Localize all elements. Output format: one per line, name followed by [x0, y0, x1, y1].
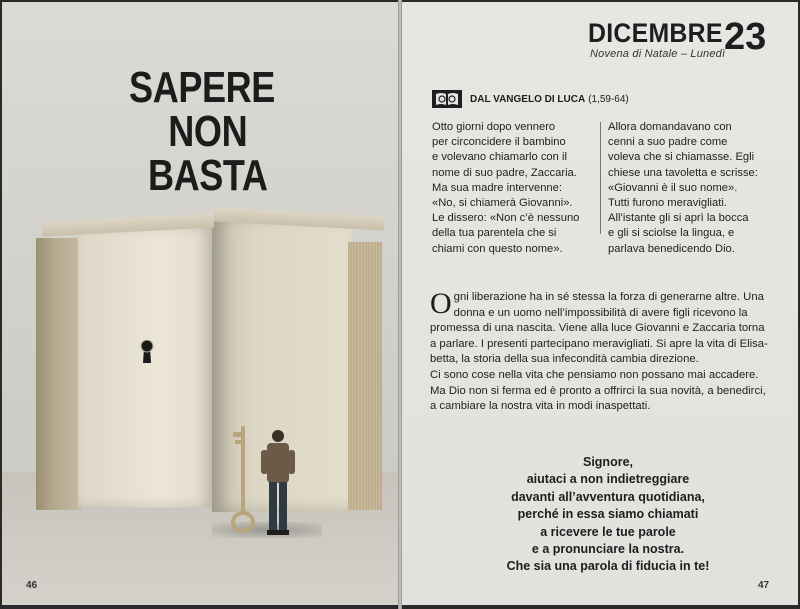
gospel-line: Allora domandavano con: [608, 121, 732, 133]
gospel-line: della tua parentela che si: [432, 227, 557, 240]
page-title: [95, 63, 308, 200]
reflection-line: gni liberazione ha in sé stessa la forza di generarne altre. Una: [453, 291, 764, 303]
prayer-line: e a pronunciare la nostra.: [531, 542, 685, 557]
prayer-line: Signore,: [582, 455, 633, 469]
gospel-header: [432, 90, 629, 108]
reflection-line: Ma Dio non si ferma ed è pronto a offrirci la sua novità, a benedirci,: [430, 384, 766, 397]
gospel-line: chiese una tavoletta e scrisse:: [608, 166, 758, 179]
drop-cap: O: [430, 287, 452, 320]
gospel-line: Le dissero: «Non c’è nessuno: [432, 212, 580, 225]
prayer: [460, 454, 756, 576]
book-page-left: [78, 226, 214, 508]
gospel-line: «Giovanni è il suo nome».: [608, 181, 738, 194]
gospel-column-2: [608, 120, 778, 257]
man-figure: [258, 428, 298, 538]
gospel-line: cenni a suo padre come: [608, 136, 728, 149]
left-page: [2, 2, 398, 605]
gospel-label: DAL VANGELO DI LUCA: [470, 93, 586, 105]
gospel-reference: (1,59-64): [588, 93, 629, 105]
prayer-line: aiutaci a non indietreggiare: [526, 472, 690, 487]
title-line-2: NON BASTA: [147, 107, 268, 200]
prayer-line: Che sia una parola di fiducia in te!: [506, 559, 710, 574]
gospel-line: «No, si chiamerà Giovanni».: [432, 197, 573, 210]
gospel-line: per circoncidere il bambino: [432, 136, 566, 149]
gospel-column-1: [432, 120, 596, 257]
title-line-1: SAPERE: [129, 63, 275, 112]
month-label: DICEMBRE: [588, 18, 723, 48]
day-number: 23: [724, 16, 767, 58]
reflection-line: donna e un uomo nell’impossibilità di avere figli ricevono la: [453, 306, 748, 319]
book-page-edges: [348, 242, 382, 510]
keyhole-icon: [140, 340, 154, 364]
key-icon: [228, 422, 258, 536]
prayer-line: davanti all’avventura quotidiana,: [511, 489, 705, 504]
reflection-line: betta, la storia della sua infecondità cambia direzione.: [430, 353, 699, 366]
gospel-line: All’istante gli si aprì la bocca: [608, 212, 749, 225]
book-cover-left: [36, 238, 82, 510]
reflection-line: promessa di una nascita. Viene alla luce Giovanni e Zaccaria torna: [430, 322, 765, 335]
reflection-text: [430, 287, 782, 415]
reflection-line: a parlare. I presenti partecipano meravigliati. Si apre la vita di Elisa-: [430, 337, 768, 350]
open-book-icon: [432, 90, 462, 108]
gospel-line: e volevano chiamarlo con il: [432, 151, 567, 164]
page-number-left: 46: [26, 580, 38, 591]
page-number-right: 47: [758, 580, 770, 591]
gospel-line: Otto giorni dopo vennero: [432, 121, 556, 133]
gospel-line: Tutti furono meravigliati.: [608, 197, 727, 210]
gospel-line: nome di suo padre, Zaccaria.: [432, 166, 577, 179]
gospel-line: parlava benedicendo Dio.: [608, 242, 735, 255]
novena-subtitle: Novena di Natale – Lunedì: [590, 48, 726, 60]
gospel-line: voleva che si chiamasse. Egli: [608, 151, 755, 164]
column-divider: [600, 122, 601, 234]
reflection-line: Ci sono cose nella vita che pensiamo non possano mai accadere.: [430, 368, 759, 381]
prayer-line: perché in essa siamo chiamati: [517, 507, 699, 522]
gospel-line: e gli si sciolse la lingua, e: [608, 227, 735, 240]
prayer-line: a ricevere le tue parole: [540, 524, 676, 539]
reflection-line: a cambiare la nostra vita in modi inaspettati.: [430, 400, 651, 413]
gospel-line: chiami con questo nome».: [432, 242, 563, 255]
gospel-line: Ma sua madre intervenne:: [432, 181, 562, 194]
